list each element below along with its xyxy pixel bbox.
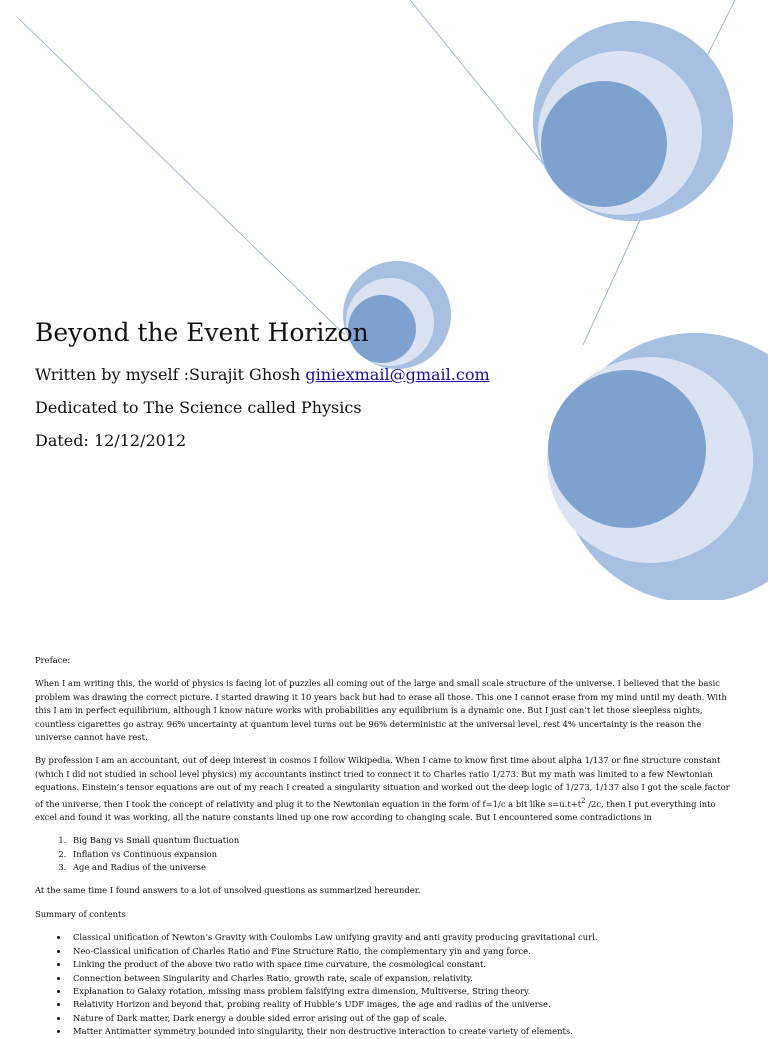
list-item: 3. Age and Radius of the universe [69,861,735,874]
list-item: • Classical unification of Newton’s Gravity with Coulombs Law unifying gravity and anti gravity producing gravitational curl. [69,931,735,944]
document-body [35,654,735,1039]
decorative-line-top [410,0,548,170]
preface-heading: Preface: [35,655,71,665]
list-item: • Linking the product of the above two ratio with space time curvature, the cosmological constant. [69,958,735,971]
summary-heading: Summary of contents [35,908,126,919]
document-title: Beyond the Event Horizon [35,318,369,347]
list-item: 1. Big Bang vs Small quantum fluctuation [69,834,735,847]
preface-paragraph-1: When I am writing this, the world of physics is facing lot of puzzles all coming out of the large and small scale structure of the universe. I believed that the basic problem was drawing the correct picture. I started drawing it 10 years back but had to erase all those. This one I cannot erase from my mind until my death. With this I am in perfect equilibrium, although I know nature works with probabilities any equilibrium is a dynamic one. But I just can’t let those sleepless nights, countless cigarettes go astray. 96% uncertainty at quantum level turns out be 96% deterministic at the universal level, rest 4% uncertainty is the reason the universe cannot have rest. [35,678,727,743]
preface-paragraph-2 [35,754,735,824]
date-line: Dated: 12/12/2012 [35,431,187,450]
circle-group-top-right [533,21,733,221]
contradictions-list [35,834,735,874]
decorative-line-left [18,18,345,335]
author-text: Written by myself :Surajit Ghosh [35,365,301,384]
author-line [35,365,490,384]
list-item: • Relativity Horizon and beyond that, probing reality of Hubble’s UDF images, the age and radius of the universe. [69,998,735,1011]
decorative-line-right-mid [583,220,640,345]
dedication-line: Dedicated to The Science called Physics [35,398,362,417]
list-item: • Neo-Classical unification of Charles Ratio and Fine Structure Ratio, the complementary yin and yang force. [69,945,735,958]
answers-line: At the same time I found answers to a lot of unsolved questions as summarized hereunder. [35,885,421,896]
circle-group-bottom-right [547,333,768,600]
paragraph-2-text-b: /2c, then I put everything into excel and found it was working, all the nature constants lined up one row according to changing scale. But I encountered some contradictions in [35,798,716,822]
list-item: • Matter Antimatter symmetry bounded into singularity, their non destructive interaction to create variety of elements. [69,1025,735,1038]
list-item: • Nature of Dark matter, Dark energy a double sided error arising out of the gap of scale. [69,1012,735,1025]
list-item: • Connection between Singularity and Charles Ratio, growth rate, scale of expansion, relativity. [69,972,735,985]
decorative-line-right-top [706,0,735,58]
list-item: 2. Inflation vs Continuous expansion [69,848,735,861]
paragraph-2-text-a: By profession I am an accountant, out of deep interest in cosmos I follow Wikipedia. When I came to know first time about alpha 1/137 or fine structure constant (which I did not studied in school level physics) my accountants instinct tried to connect it to Charles ratio 1/273. But my math was limited to a few Newtonian equations. Einstein’s tensor equations are out of my reach I created a singularity situation and worked out the deep logic of 1/273, 1/137 also I got the scale factor of the universe, then I took the concept of relativity and plug it to the Newtonian equation in the form of f=1/c a bit like s=u.t+t [35,755,730,809]
author-email-link[interactable]: giniexmail@gmail.com [305,365,490,384]
list-item: • Explanation to Galaxy rotation, missing mass problem falsifying extra dimension, Multiverse, String theory. [69,985,735,998]
cover-block [35,318,490,464]
summary-list [35,931,735,1038]
superscript-two: 2 [581,796,586,805]
